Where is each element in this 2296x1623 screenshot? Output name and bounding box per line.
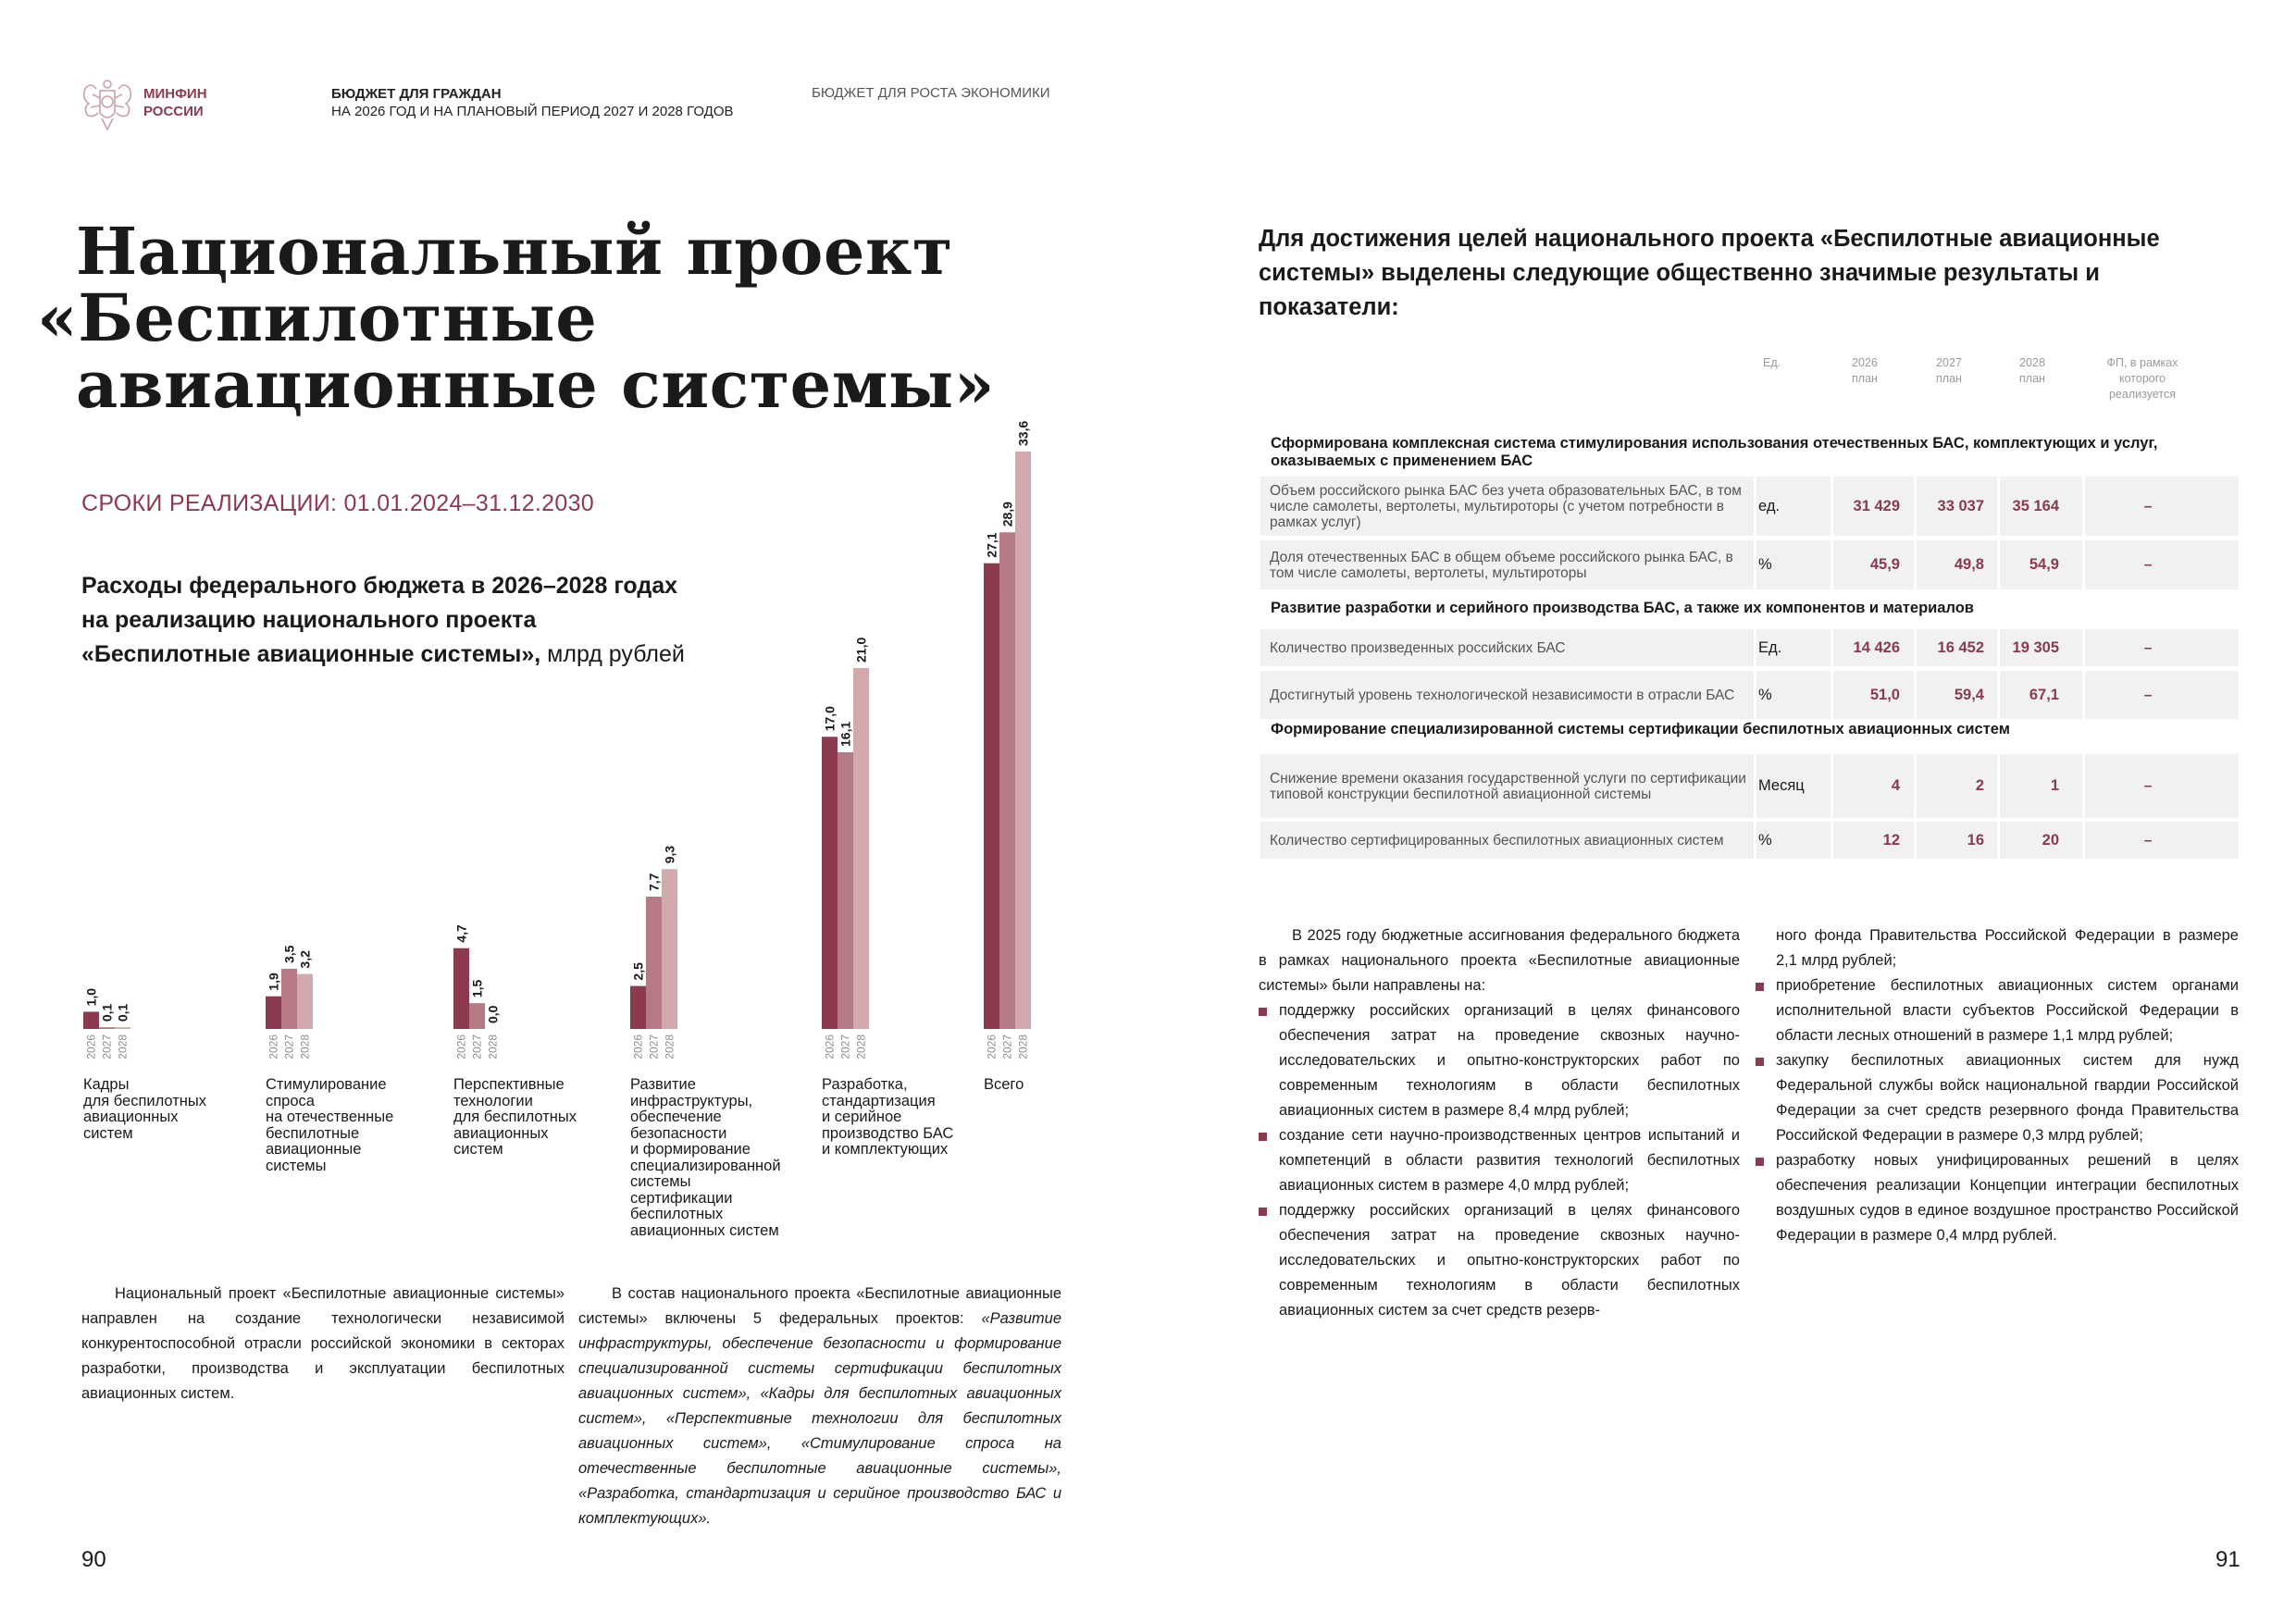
cell-v2028: 20 [2042,831,2059,849]
column-separator [2082,822,2085,859]
column-separator [1914,540,1917,589]
column-separator [1831,754,1833,818]
column-separator [1754,822,1756,859]
cell-name: Объем российского рынка БАС без учета образовательных БАС, в том числе самолеты, вертолеты, мультироторы (с учетом потребности в рамках услуг) [1270,482,1742,530]
indicators-heading: Для достижения целей национального проекта «Беспилотные авиационные системы» выделены следующие общественно значимые результаты и показатели: [1259,226,2160,320]
year-tick-label: 2026 [985,1035,999,1059]
column-separator [2082,629,2085,666]
allocation-item: поддержку российских организаций в целях финансового обеспечения затрат на проведение сквозных научно-исследовательских и опытно-конструкторских работ по современным технологиям в области беспилотных авиационных систем за счет средств резерв- [1259,1198,1740,1323]
col-head-2028: 2028 план [2019,356,2045,385]
column-separator [1997,754,2000,818]
cell-name: Достигнутый уровень технологической независимости в отрасли БАС [1270,687,1735,703]
year-tick-label: 2026 [84,1035,98,1059]
year-tick-label: 2027 [282,1035,296,1059]
bar-value-label: 7,7 [646,873,662,891]
cell-v2027: 59,4 [1954,686,1984,703]
column-separator [1754,477,1756,536]
category-label: Развитие инфраструктуры, обеспечение безопасности и формирование специализированной системы сертификации беспилотных авиационных систем [630,1076,781,1239]
federal-projects-list: В состав национального проекта «Беспилотные авиационные системы» включены 5 федеральных проектов: «Развитие инфраструктуры, обеспечение безопасности и формирование специализированной системы сертификации беспилотных авиационных систем», «Кадры для беспилотных авиационных систем», «Перспективные технологии для беспилотных авиационных систем», «Стимулирование спроса на отечественные беспилотные авиационные системы», «Разработка, стандартизация и серийное производство БАС и комплектующих». [578,1285,1061,1527]
bar-value-label: 3,2 [297,950,313,969]
column-separator [1754,629,1756,666]
category-label: Перспективные технологии для беспилотных авиационных систем [453,1076,577,1158]
bar-2027 [99,1027,115,1029]
project-terms: СРОКИ РЕАЛИЗАЦИИ: 01.01.2024–31.12.2030 [81,490,594,516]
bar-value-label: 2,5 [630,962,646,981]
cell-name: Доля отечественных БАС в общем объеме российского рынка БАС, в том числе самолеты, вертолеты, мультироторы [1270,549,1733,581]
cell-unit: % [1758,556,1772,573]
bar-2026 [453,948,469,1029]
cell-fp: – [2143,687,2153,703]
cell-name: Снижение времени оказания государственной услуги по сертификации типовой конструкции беспилотной авиационной системы [1270,770,1746,802]
cell-v2028: 54,9 [2029,556,2059,573]
chart-title: Расходы федерального бюджета в 2026–2028 годах на реализацию национального проекта «Беспилотные авиационные системы», млрд рублей [81,573,685,667]
year-tick-label: 2027 [100,1035,114,1059]
col-head-2027: 2027 план [1936,356,1962,385]
year-tick-label: 2028 [854,1035,868,1059]
bar-value-label: 0,0 [485,1005,501,1023]
bar-2026 [984,564,999,1029]
bar-value-label: 16,1 [838,721,853,747]
table-row [1260,540,2239,589]
column-separator [1914,477,1917,536]
column-separator [1997,629,2000,666]
allocation-item: приобретение беспилотных авиационных систем органами исполнительной власти субъектов Российской Федерации в области лесных отношений в размере 1,1 млрд рублей; [1756,973,2239,1048]
year-tick-label: 2027 [838,1035,852,1059]
table-row [1260,754,2239,818]
bar-2028 [115,1027,130,1029]
bar-value-label: 3,5 [281,945,297,963]
page-number-left: 90 [81,1547,106,1572]
section-title: Сформирована комплексная система стимулирования использования отечественных БАС, комплектующих и услуг, оказываемых с применением БАС [1271,435,2158,469]
column-separator [1754,754,1756,818]
bar-value-label: 1,0 [83,987,99,1007]
allocations-col-2: ного фонда Правительства Российской Федерации в размере 2,1 млрд рублей; приобретение беспилотных авиационных систем органами исполнительной власти субъектов Российской Федерации в области лесных отношений в размере 1,1 млрд рублей; закупку беспилотных авиационных систем для нужд Федеральной службы войск национальной гвардии Российской Федерации за счет средств резервного фонда Правительства Российской Федерации в размере 0,3 млрд рублей; разработку новых унифицированных решений в целях обеспечения реализации Концепции интеграции беспилотных воздушных судов в единое воздушное пространство Российской Федерации в размере 0,4 млрд рублей. [1756,923,2239,1248]
cell-v2027: 33 037 [1937,497,1984,514]
category-label: Кадры для беспилотных авиационных систем [83,1076,207,1142]
bar-value-label: 28,9 [999,502,1015,527]
year-tick-label: 2026 [454,1035,468,1059]
table-row [1260,822,2239,859]
column-separator [2082,477,2085,536]
bar-2026 [822,737,838,1029]
col-head-2026: 2026 план [1852,356,1878,385]
column-separator [2082,540,2085,589]
column-separator [1831,477,1833,536]
project-description: Национальный проект «Беспилотные авиационные системы» направлен на создание технологически независимой конкурентоспособной отрасли российской экономики в секторах разработки, производства и эксплуатации беспилотных авиационных систем. [81,1285,565,1402]
cell-name: Количество сертифицированных беспилотных авиационных систем [1270,832,1724,849]
bar-2027 [646,897,662,1029]
allocation-item: закупку беспилотных авиационных систем для нужд Федеральной службы войск национальной гвардии Российской Федерации за счет средств резервного фонда Правительства Российской Федерации в размере 0,3 млрд рублей; [1756,1048,2239,1148]
bar-value-label: 17,0 [822,706,838,732]
column-separator [1997,822,2000,859]
bar-2028 [662,869,677,1029]
year-tick-label: 2027 [647,1035,661,1059]
column-separator [1831,629,1833,666]
cell-v2026: 31 429 [1853,497,1900,514]
year-tick-label: 2027 [470,1035,484,1059]
cell-v2026: 12 [1882,831,1900,849]
section-title: БЮДЖЕТ ДЛЯ РОСТА ЭКОНОМИКИ [812,85,1050,101]
bar-2026 [266,997,281,1029]
bar-value-label: 1,9 [266,973,281,991]
cell-name: Количество произведенных российских БАС [1270,639,1566,656]
cell-v2026: 51,0 [1869,686,1900,703]
table-row [1260,629,2239,666]
bar-value-label: 27,1 [984,532,999,558]
cell-v2027: 49,8 [1954,556,1984,573]
allocations-col-1: В 2025 году бюджетные ассигнования федерального бюджета в рамках национального проекта «Беспилотные авиационные системы» были направлены на: поддержку российских организаций в целях финансового обеспечения затрат на проведение сквозных научно-исследовательских и опытно-конструкторских работ по современным технологиям в области беспилотных авиационных систем в размере 8,4 млрд рублей; создание сети научно-производственных центров испытаний и компетенций в области развития технологий беспилотных авиационных систем в размере 4,0 млрд рублей; поддержку российских организаций в целях финансового обеспечения затрат на проведение сквозных научно-исследовательских и опытно-конструкторских работ по современным технологиям в области беспилотных авиационных систем за счет средств резерв- [1259,923,1740,1323]
bar-value-label: 1,5 [469,979,485,998]
bar-2026 [630,986,646,1029]
year-tick-label: 2027 [1000,1035,1014,1059]
bar-value-label: 9,3 [662,845,677,864]
cell-fp: – [2143,557,2153,573]
cell-v2027: 2 [1975,777,1984,794]
cell-v2026: 45,9 [1869,556,1900,573]
cell-unit: Месяц [1758,777,1805,794]
col-head-fp: ФП, в рамках которого реализуется [2106,356,2178,401]
cell-v2027: 16 452 [1937,638,1984,656]
allocation-item: создание сети научно-производственных центров испытаний и компетенций в области развития технологий беспилотных авиационных систем в размере 4,0 млрд рублей; [1259,1123,1740,1198]
column-separator [1997,540,2000,589]
cell-unit: Ед. [1758,638,1782,656]
category-label: Всего [984,1076,1024,1093]
cell-fp: – [2143,498,2153,514]
ministry-name: МИНФИН РОССИИ [143,86,207,119]
column-separator [2082,671,2085,719]
column-separator [1831,822,1833,859]
bar-value-label: 21,0 [853,637,869,663]
year-tick-label: 2026 [823,1035,837,1059]
bar-2027 [469,1003,485,1029]
cell-unit: ед. [1758,497,1781,514]
category-label: Разработка, стандартизация и серийное производство БАС и комплектующих [822,1076,954,1158]
column-separator [1997,477,2000,536]
bar-2027 [838,752,853,1029]
section-title: Развитие разработки и серийного производства БАС, а также их компонентов и материалов [1271,600,1974,616]
bar-2028 [1015,452,1031,1029]
page-title: Национальный проект «Беспилотные авиационные системы» [37,213,995,423]
column-separator [1754,671,1756,719]
bar-2028 [297,974,313,1029]
cell-unit: % [1758,831,1772,849]
cell-unit: % [1758,686,1772,703]
bar-2027 [999,532,1015,1029]
year-tick-label: 2026 [631,1035,645,1059]
column-separator [1831,540,1833,589]
column-separator [1914,671,1917,719]
table-row [1260,671,2239,719]
bar-2028 [853,668,869,1029]
column-separator [1914,629,1917,666]
year-tick-label: 2028 [663,1035,676,1059]
cell-v2026: 4 [1891,777,1900,794]
allocation-item: разработку новых унифицированных решений в целях обеспечения реализации Концепции интеграции беспилотных воздушных судов в единое воздушное пространство Российской Федерации в размере 0,4 млрд рублей. [1756,1148,2239,1248]
column-separator [1914,822,1917,859]
table-row [1260,477,2239,536]
year-tick-label: 2028 [298,1035,312,1059]
column-separator [2082,754,2085,818]
page-number-right: 91 [2215,1547,2240,1572]
bar-value-label: 4,7 [453,924,469,943]
allocation-item: поддержку российских организаций в целях финансового обеспечения затрат на проведение сквозных научно-исследовательских и опытно-конструкторских работ по современным технологиям в области беспилотных авиационных систем в размере 8,4 млрд рублей; [1259,998,1740,1123]
section-title: Формирование специализированной системы сертификации беспилотных авиационных систем [1271,721,2010,737]
bar-value-label: 33,6 [1015,420,1031,446]
cell-v2028: 19 305 [2012,638,2059,656]
cell-fp: – [2143,639,2153,656]
year-tick-label: 2028 [1016,1035,1030,1059]
bar-2027 [281,969,297,1029]
column-separator [1914,754,1917,818]
column-separator [1754,540,1756,589]
column-separator [1997,671,2000,719]
cell-v2028: 1 [2050,777,2059,794]
year-tick-label: 2028 [486,1035,500,1059]
year-tick-label: 2028 [116,1035,130,1059]
bar-2026 [83,1011,99,1029]
col-head-unit: Ед. [1763,356,1781,369]
cell-v2028: 35 164 [2012,497,2059,514]
cell-fp: – [2143,832,2153,849]
cell-fp: – [2143,778,2153,794]
cell-v2028: 67,1 [2029,686,2059,703]
bar-value-label: 0,1 [99,1003,115,1022]
column-separator [1831,671,1833,719]
publication-title: БЮДЖЕТ ДЛЯ ГРАЖДАН НА 2026 ГОД И НА ПЛАНОВЫЙ ПЕРИОД 2027 И 2028 ГОДОВ [331,86,734,119]
cell-v2026: 14 426 [1853,638,1900,656]
category-label: Стимулирование спроса на отечественные беспилотные авиационные системы [266,1076,394,1174]
bar-value-label: 0,1 [115,1003,130,1022]
cell-v2027: 16 [1967,831,1984,849]
year-tick-label: 2026 [267,1035,280,1059]
